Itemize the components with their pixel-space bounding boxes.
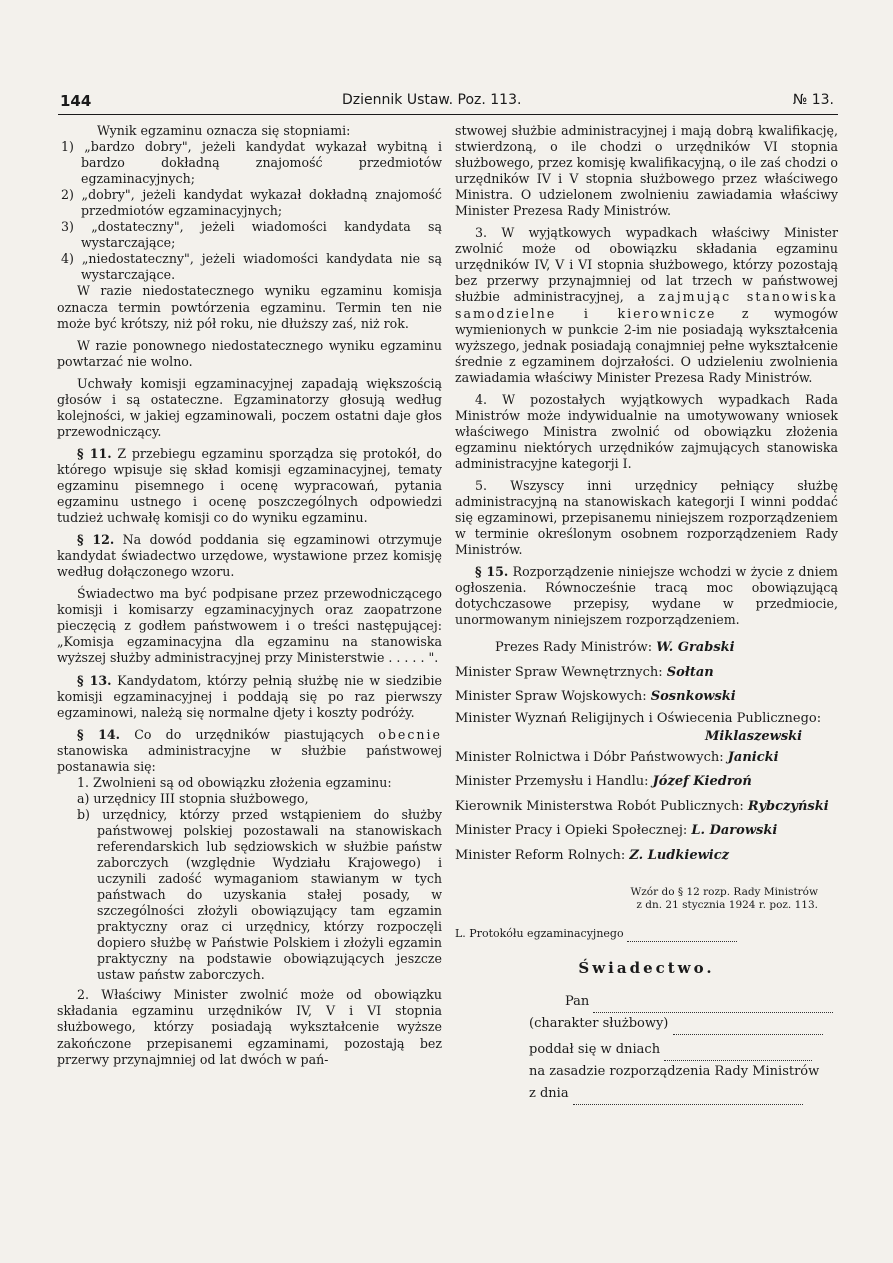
signature-role: Kierownik Ministerstwa Robót Publicznych: <box>455 798 744 814</box>
paragraph-resolutions: Uchwały komisji egzaminacyjnej zapadają większością głosów i są ostateczne. Egzaminatorzy głosują według kolejności, w jakiej egzaminowali, poczem ostatni daje głos przewodniczący. <box>57 375 442 439</box>
form-line <box>529 1061 838 1083</box>
signature-name: Miklaszewski <box>705 728 803 744</box>
signature-line <box>455 844 838 869</box>
section-label: § 15. <box>475 564 509 580</box>
signature-line <box>455 770 838 795</box>
signature-name: Z. Ludkiewicz <box>629 847 730 863</box>
section-text: Rozporządzenie niniejsze wchodzi w życie z dniem ogłoszenia. Równocześnie tracą moc obowiązującą dotychczasowe przepisy, wydane w przedmiocie, unormowanym niniejszem rozporządzeniem. <box>455 564 838 628</box>
section-11 <box>57 446 442 526</box>
section-label: § 12. <box>77 532 115 548</box>
section-text: Kandydatom, którzy pełnią służbę nie w siedzibie komisji egzaminacyjnej i poddają się po raz pierwszy egzaminowi, należą się normalne djety i koszty podróży. <box>57 672 442 720</box>
signature-role: Minister Wyznań Religijnych i Oświecenia Publicznego: <box>455 710 822 726</box>
form-label: (charakter służbowy) <box>529 1015 669 1031</box>
grade-item: 1) „bardzo dobry", jeżeli kandydat wykazał wybitną i bardzo dokładną znajomość przedmiotów egzaminacyjnych; <box>61 139 442 187</box>
section-text: Co do urzędników piastujących <box>134 726 365 742</box>
form-label: z dnia <box>529 1085 569 1101</box>
right-column <box>455 123 838 1105</box>
section-label: § 11. <box>77 445 112 461</box>
form-line <box>529 1013 838 1035</box>
section-text: Z przebiegu egzaminu sporządza się protokół, do którego wpisuje się skład komisji egzaminacyjnej, tematy egzaminu pisemnego i ocenę wypracowań, pytania egzaminu ustnego i ocenę poszczególnych odpowiedzi tudzież uchwałę komisji co do wyniku egzaminu. <box>57 445 442 526</box>
section-14-point-2: 2. Właściwy Minister zwolnić może od obowiązku składania egzaminu urzędników IV, V i VI stopnia służbowego, którzy posiadają wykształcenie wyższe zakończone przepisanemi egzaminami, pozostają bez przerwy przynajmniej od lat dwóch w pań- <box>57 987 442 1067</box>
grades-intro: Wynik egzaminu oznacza się stopniami: <box>97 123 351 138</box>
section-text: stanowiska administracyjne w służbie państwowej postanawia się: <box>57 742 442 774</box>
signature-line <box>455 661 838 686</box>
signature-role: Minister Reform Rolnych: <box>455 847 626 863</box>
section-12 <box>57 532 442 580</box>
signature-line <box>455 819 838 844</box>
issue-number: № 13. <box>792 92 834 108</box>
point-text: z wymogów wymienionych w punkcie 2-im nie posiadają wykształcenia wyższego, jednak posiadają conajmniej pełne wykształcenie średnie z egzaminem dojrzałości. O udzieleniu zwolnienia zawiadamia właściwy Minister Prezesa Rady Ministrów. <box>455 305 838 385</box>
certificate-form <box>455 991 838 1105</box>
continuation-paragraph: stwowej służbie administracyjnej i mają dobrą kwalifikację, stwierdzoną, o ile chodzi o urzędników VI stopnia służbowego, przez komisję kwalifikacyjną, o ile zaś chodzi o urzędników IV i V stopnia służbowego przez właściwego Ministra. O udzielonem zwolnieniu zawiadamia właściwy Minister Prezesa Rady Ministrów. <box>455 123 838 219</box>
spaced-text: zajmując stanowiska samodzielne i kierownicze <box>455 289 838 321</box>
section-14 <box>57 727 442 775</box>
signature-line <box>455 636 838 661</box>
section-label: § 13. <box>77 672 112 688</box>
blank-line <box>673 1034 823 1035</box>
signature-name: L. Darowski <box>691 823 778 839</box>
section-14-point-1: 1. Zwolnieni są od obowiązku złożenia egzaminu: <box>77 774 392 790</box>
signature-role: Minister Pracy i Opieki Społecznej: <box>455 823 688 839</box>
signature-name: Janicki <box>727 749 779 765</box>
signature-role: Minister Spraw Wewnętrznych: <box>455 664 663 680</box>
grade-item: 4) „niedostateczny", jeżeli wiadomości kandydata nie są wystarczające. <box>61 251 442 283</box>
form-reference-line: Wzór do § 12 rozp. Rady Ministrów <box>630 886 818 899</box>
page-header <box>58 90 838 115</box>
grade-item: 2) „dobry", jeżeli kandydat wykazał dokładną znajomość przedmiotów egzaminacyjnych; <box>61 187 442 219</box>
signature-name: Sosnkowski <box>650 689 736 705</box>
blank-line <box>573 1104 803 1105</box>
signature-line <box>455 795 838 820</box>
section-15 <box>455 564 838 628</box>
paragraph-repeat: W razie niedostatecznego wyniku egzaminu komisja oznacza termin powtórzenia egzaminu. Termin ten nie może być krótszy, niż pół roku, nie dłuższy zaś, niż rok. <box>57 283 442 331</box>
grade-item: 3) „dostateczny", jeżeli wiadomości kandydata są wystarczające; <box>61 219 442 251</box>
signatures-block <box>455 636 838 868</box>
signature-line <box>455 710 838 746</box>
signature-name: Rybczyński <box>747 798 829 814</box>
subpoint-b: b) urzędnicy, którzy przed wstąpieniem do służby państwowej polskiej pozostawali na stanowiskach referendarskich lub sędziowskich w służbie państw zaborczych (względnie Wydziału Krajowego) i uczynili zadość wymaganiom stawianym w tych państwach do uzyskania stałej posady, w szczególności złożyli obowiązujący tam egzamin praktyczny oraz ci urzędnicy, którzy rozpoczęli dopiero służbę w Państwie Polskiem i złożyli egzamin praktyczny na podstawie obowiązujących jeszcze ustaw państw zaborczych. <box>77 806 442 983</box>
section-14-point-3 <box>455 225 838 385</box>
paragraph-no-repeat: W razie ponownego niedostatecznego wyniku egzaminu powtarzać nie wolno. <box>57 337 442 369</box>
section-text: Na dowód poddania się egzaminowi otrzymuje kandydat świadectwo urzędowe, wystawione przez komisję według dołączonego wzoru. <box>57 532 442 580</box>
signature-line <box>455 685 838 710</box>
blank-line <box>627 941 737 942</box>
spaced-text: obecnie <box>378 726 442 742</box>
form-line <box>529 1039 838 1061</box>
section-14-point-5: 5. Wszyscy inni urzędnicy pełniący służbę administracyjną na stanowiskach kategorji I winni poddać się egzaminowi, przepisanemu niniejszem rozporządzeniem w terminie określonym osobnem rozporządzeniem Rady Ministrów. <box>455 477 838 558</box>
protocol-number <box>455 926 838 942</box>
section-label: § 14. <box>77 726 121 742</box>
signature-role: Minister Spraw Wojskowych: <box>455 689 647 705</box>
form-reference <box>455 886 838 912</box>
form-label: poddał się w dniach <box>529 1041 661 1057</box>
form-reference-line: z dn. 21 stycznia 1924 r. poz. 113. <box>636 899 818 912</box>
page-number: 144 <box>60 92 92 110</box>
journal-title: Dziennik Ustaw. Poz. 113. <box>342 92 522 108</box>
form-line <box>529 991 838 1013</box>
form-label: Pan <box>565 993 590 1009</box>
certificate-title: Świadectwo. <box>578 959 715 978</box>
signature-role: Minister Rolnictwa i Dóbr Państwowych: <box>455 749 724 765</box>
subpoint-a: a) urzędnicy III stopnia służbowego, <box>77 790 309 806</box>
signature-role: Prezes Rady Ministrów: <box>495 640 653 656</box>
signature-role: Minister Przemysłu i Handlu: <box>455 774 649 790</box>
section-14-point-4: 4. W pozostałych wyjątkowych wypadkach Rada Ministrów może indywidualnie na umotywowany wniosek właściwego Ministra zwolnić od obowiązku złożenia egzaminu niektórych urzędników zajmujących stanowiska administracyjne kategorji I. <box>455 391 838 471</box>
left-column <box>57 123 442 1074</box>
signature-name: Sołtan <box>666 664 714 680</box>
form-label: na zasadzie rozporządzenia Rady Ministrów <box>529 1063 820 1079</box>
section-13 <box>57 673 442 721</box>
form-line <box>529 1083 838 1105</box>
protocol-label: L. Protokółu egzaminacyjnego <box>455 927 624 941</box>
section-12-paragraph-2: Świadectwo ma być podpisane przez przewodniczącego komisji i komisarzy egzaminacyjnych oraz zaopatrzone pieczęcią z godłem państwowem i o treści następującej: „Komisja egzaminacyjna dla egzaminu na stanowiska wyższej służby administracyjnej przy Ministerstwie . . . . . ". <box>57 586 442 666</box>
point-text: 3. W wyjątkowych wypadkach właściwy Minister zwolnić może od obowiązku składania egzaminu urzędników IV, V i VI stopnia służbowego, którzy pozostają bez przerwy przynajmniej od lat trzech w państwowej służbie administracyjnej, a <box>455 225 838 305</box>
signature-line <box>455 746 838 771</box>
signature-name: W. Grabski <box>656 640 735 656</box>
signature-name: Józef Kiedroń <box>652 774 752 790</box>
